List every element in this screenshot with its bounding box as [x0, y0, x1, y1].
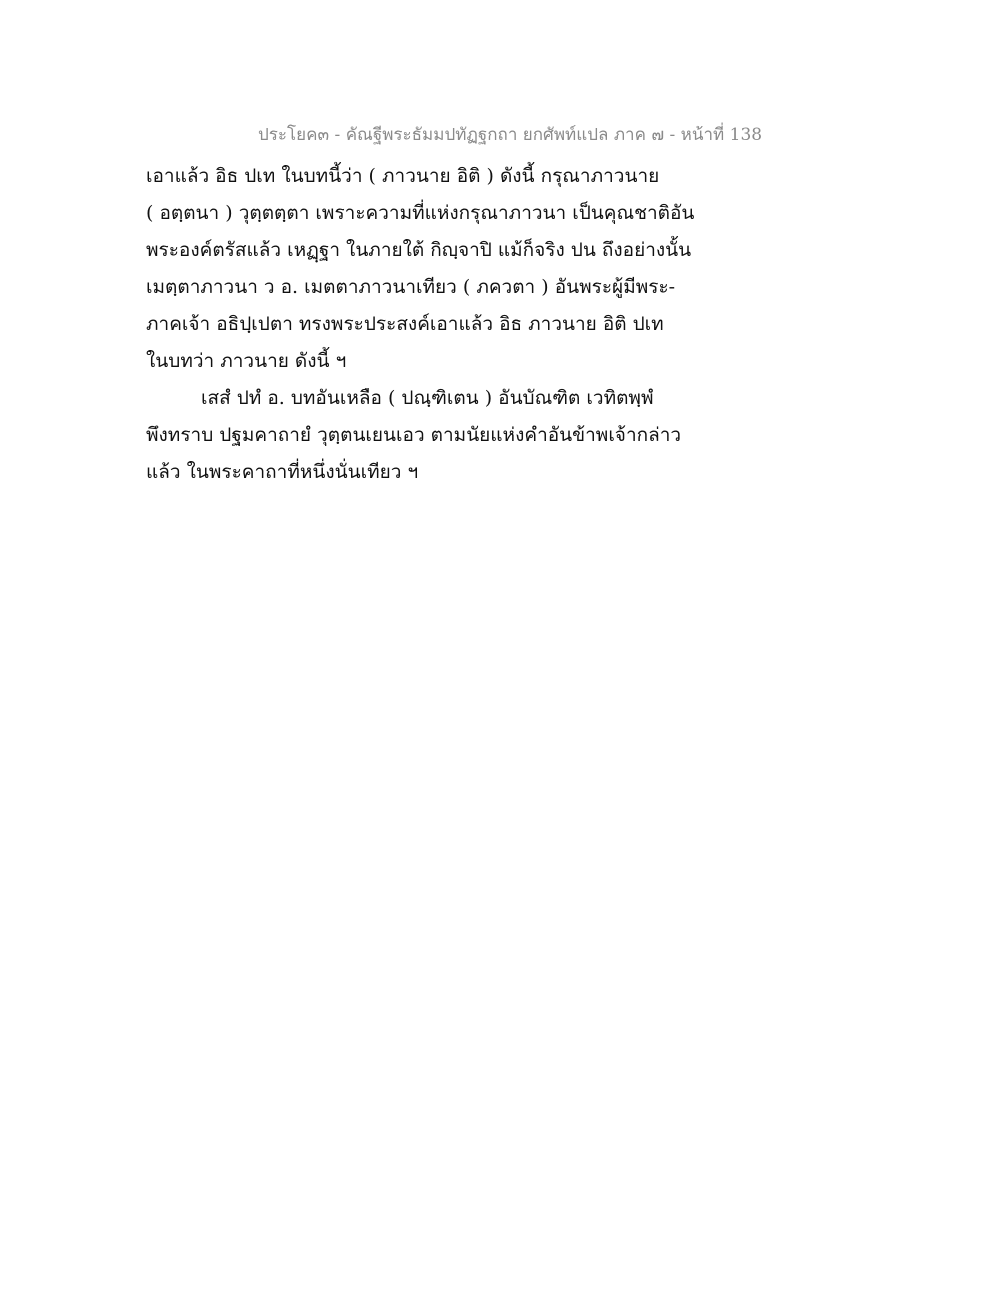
text-line: พระองค์ตรัสแล้ว เหฏฺฐา ในภายใต้ กิญฺจาปิ แม้ก็จริง ปน ถึงอย่างนั้น — [146, 239, 692, 261]
text-line: ( อตฺตนา ) วุตฺตตฺตา เพราะความที่แห่งกรุณาภาวนา เป็นคุณชาติอัน — [146, 202, 695, 224]
running-header: ประโยค๓ - คัณฐีพระธัมมปทัฏฐกถา ยกศัพท์แปล ภาค ๗ - หน้าที่ 138 — [258, 125, 763, 145]
text-line: ในบทว่า ภาวนาย ดังนี้ ฯ — [146, 350, 347, 372]
text-line: แล้ว ในพระคาถาที่หนึ่งนั่นเทียว ฯ — [146, 461, 419, 483]
text-line: เมตฺตาภาวนา ว อ. เมตตาภาวนาเทียว ( ภควตา ) อันพระผู้มีพระ- — [146, 276, 676, 298]
text-line: ภาคเจ้า อธิปฺเปตา ทรงพระประสงค์เอาแล้ว อิธ ภาวนาย อิติ ปเท — [146, 313, 664, 335]
text-line: เอาแล้ว อิธ ปเท ในบทนี้ว่า ( ภาวนาย อิติ ) ดังนี้ กรุณาภาวนาย — [146, 165, 660, 187]
body-text — [146, 158, 746, 491]
paragraph — [146, 380, 746, 491]
text-line: พึงทราบ ปฐมคาถายํ วุตฺตนเยนเอว ตามนัยแห่งคำอันข้าพเจ้ากล่าว — [146, 424, 682, 446]
text-line: เสสํ ปทํ อ. บทอันเหลือ ( ปณฺฑิเตน ) อันบัณฑิต เวทิตพฺพํ — [201, 387, 654, 409]
paragraph — [146, 158, 746, 380]
